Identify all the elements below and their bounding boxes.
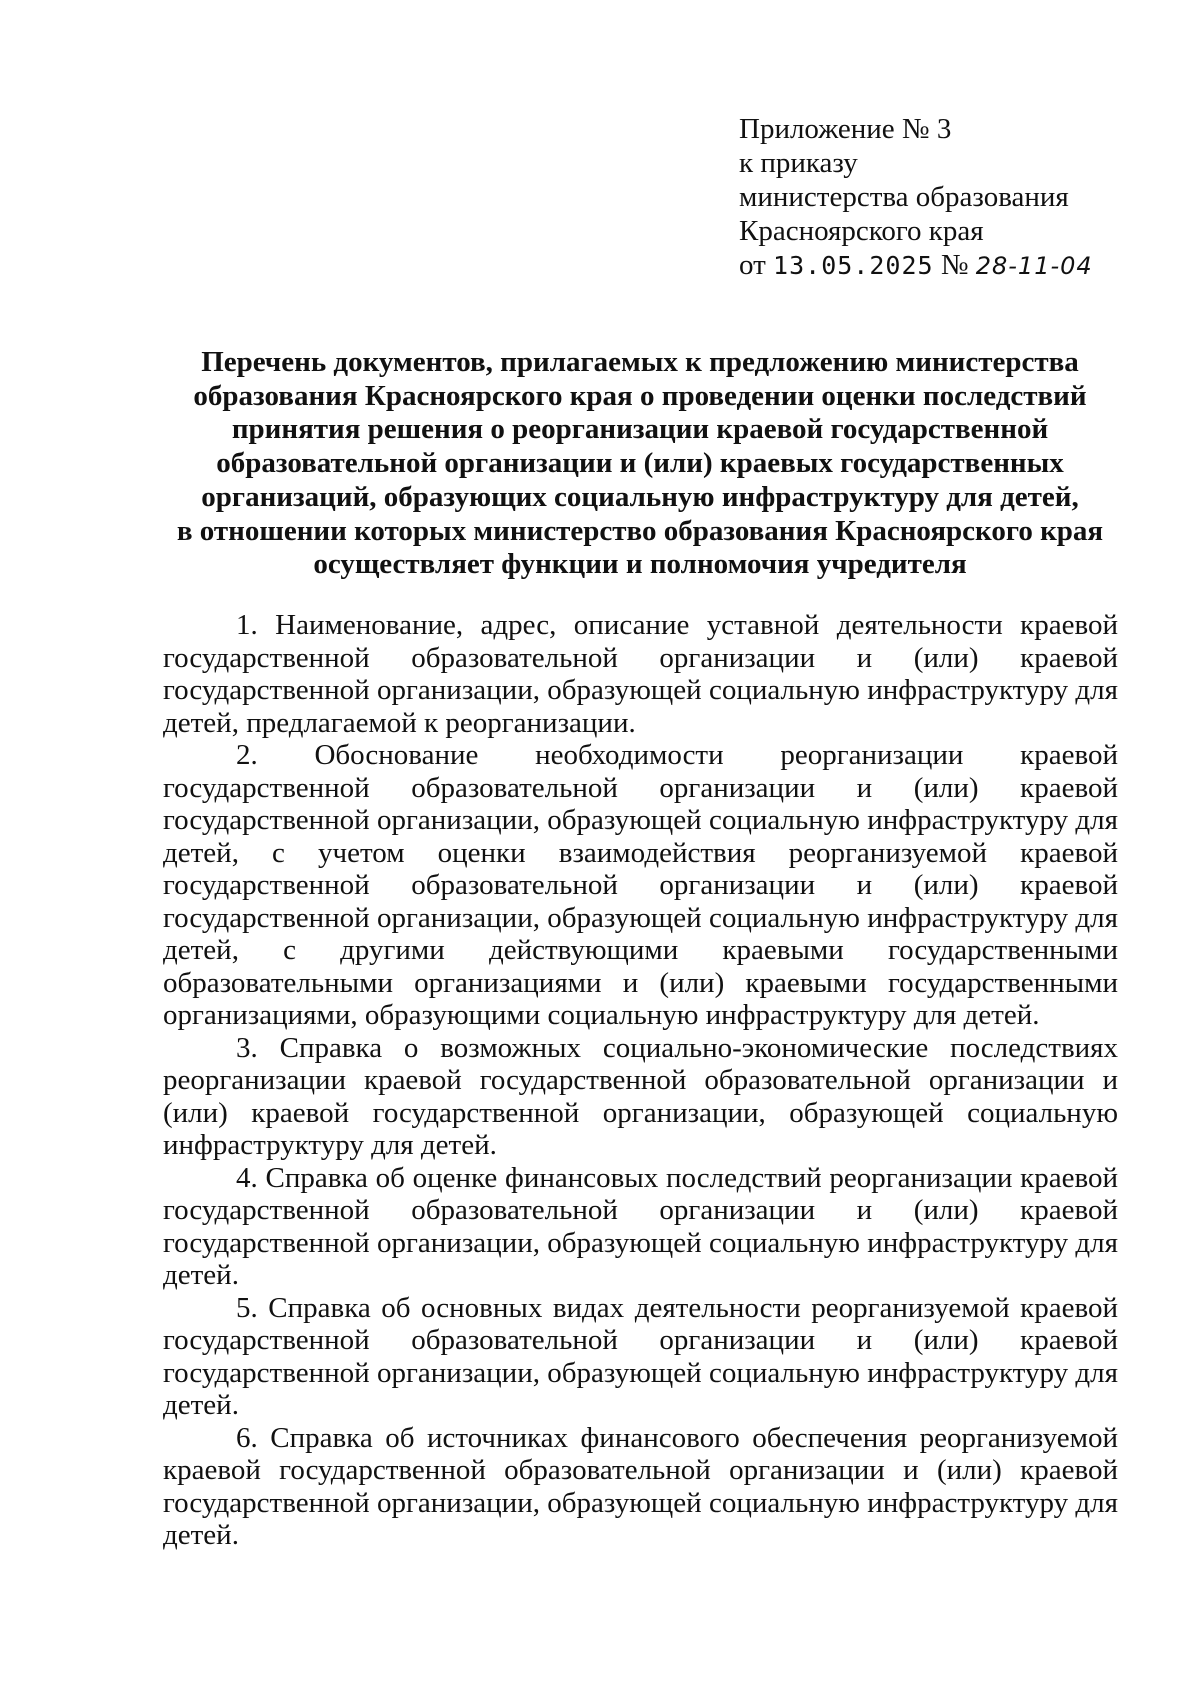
title-line: принятия решения о реорганизации краевой государственной [231, 413, 1049, 446]
appendix-date-line [739, 248, 1093, 283]
title-line: организаций, образующих социальную инфраструктуру для детей, [201, 480, 1079, 513]
list-item-5: 5. Справка об основных видах деятельности реорганизуемой краевой государственной образовательной организации и (или) краевой государственной организации, образующей социальную инфраструктуру для детей. [163, 1291, 1118, 1421]
list-item-3: 3. Справка о возможных социально-экономические последствиях реорганизации краевой государственной образовательной организации и (или) краевой государственной организации, образующей социальную инфраструктуру для детей. [163, 1031, 1118, 1161]
appendix-number: Приложение № 3 [739, 113, 952, 145]
list-item-6: 6. Справка об источниках финансового обеспечения реорганизуемой краевой государственной образовательной организации и (или) краевой государственной организации, образующей социальную инфраструктуру для детей. [163, 1421, 1118, 1551]
appendix-region: Красноярского края [739, 215, 984, 247]
appendix-header [739, 112, 1093, 283]
title-line: образования Красноярского края о проведении оценки последствий [193, 379, 1087, 412]
title-line: осуществляет функции и полномочия учредителя [313, 548, 967, 581]
appendix-order-ref: к приказу [739, 147, 858, 179]
list-item-2: 2. Обоснование необходимости реорганизации краевой государственной образовательной организации и (или) краевой государственной организации, образующей социальную инфраструктуру для детей, с учетом оценки взаимодействия реорганизуемой краевой государственной образовательной организации и (или) краевой государственной организации, образующей социальную инфраструктуру для детей, с другими действующими краевыми государственными образовательными организациями и (или) краевыми государственными организациями, образующими социальную инфраструктуру для детей. [163, 739, 1118, 1031]
title-line: Перечень документов, прилагаемых к предложению министерства [201, 346, 1079, 378]
document-list [163, 609, 1118, 1552]
list-item-1: 1. Наименование, адрес, описание уставной деятельности краевой государственной образовательной организации и (или) краевой государственной организации, образующей социальную инфраструктуру для детей, предлагаемой к реорганизации. [163, 609, 1118, 739]
order-date-stamp: 13.05.2025 [773, 251, 934, 280]
title-line: в отношении которых министерство образования Красноярского края [176, 514, 1104, 547]
list-item-4: 4. Справка об оценке финансовых последствий реорганизации краевой государственной образовательной организации и (или) краевой государственной организации, образующей социальную инфраструктуру для детей. [163, 1161, 1118, 1291]
appendix-ministry: министерства образования [739, 181, 1069, 213]
date-prefix: от [739, 249, 766, 281]
number-sign: № [940, 249, 969, 281]
title-line: образовательной организации и (или) краевых государственных [216, 447, 1064, 480]
document-title [160, 346, 1120, 582]
order-number-handwritten: 28-11-04 [975, 252, 1093, 280]
